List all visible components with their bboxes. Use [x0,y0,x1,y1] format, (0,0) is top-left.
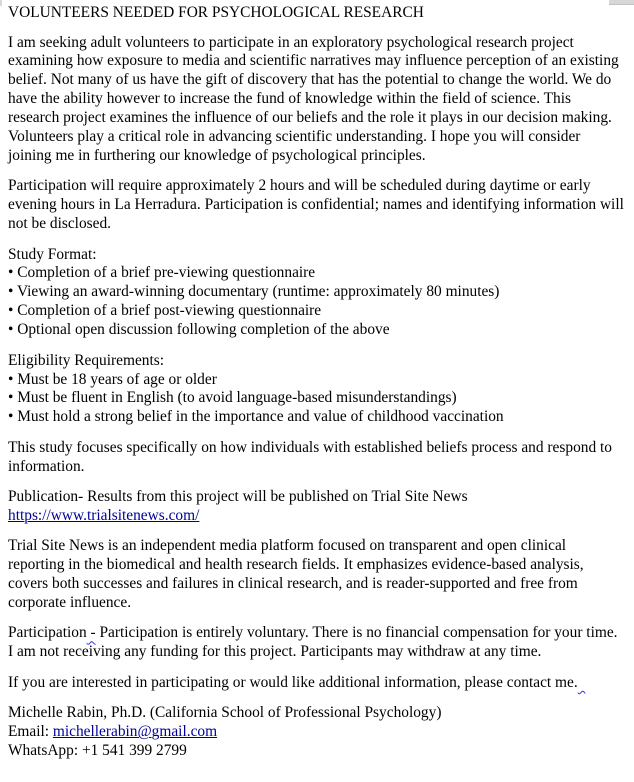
scrollbar-fragment[interactable] [609,0,634,5]
text-line [8,302,630,321]
text-segment: Volunteers play a critical role in advancing scientific understanding. I hope you will consider [8,128,581,146]
document-title: VOLUNTEERS NEEDED FOR PSYCHOLOGICAL RESEARCH [8,4,424,21]
email-link[interactable]: michellerabin@gmail.com [52,723,218,741]
text-segment: • Viewing an award-winning documentary (runtime: approximately 80 minutes) [8,283,500,301]
text-segment: I am seeking adult volunteers to participate in an exploratory psychological research project [8,33,574,51]
text-segment: Participation is entirely voluntary. There is no financial compensation for your time. [95,624,618,642]
text-line [8,594,630,613]
text-line [8,624,630,643]
text-segment: Trial Site News is an independent media platform focused on transparent and open clinical [8,537,567,555]
text-line [8,34,630,53]
text-line [8,215,630,234]
text-segment: Email: [8,723,53,741]
block-signature [8,704,630,761]
text-segment: Participation [8,624,87,642]
text-segment: This study focuses specifically on how individuals with established beliefs process and respond to [8,438,612,456]
block-intro [8,34,630,166]
text-line [8,389,630,408]
block-eligibility [8,352,630,428]
text-segment: Michelle Rabin, Ph.D. (California School of Professional Psychology) [8,704,442,722]
text-line [8,723,630,742]
text-line [8,246,630,265]
text-segment: • Must be fluent in English (to avoid language-based misunderstandings) [8,389,457,407]
grammar-squiggle-mark [578,674,586,691]
text-line [8,556,630,575]
text-segment: I am not receiving any funding for this project. Participants may withdraw at any time. [8,643,542,661]
text-line [8,109,630,128]
block-publication [8,488,630,526]
text-line [8,128,630,147]
text-line [8,408,630,427]
ui-corner-fragment [0,0,2,6]
block-trial-site-news [8,537,630,613]
document-body [8,34,630,761]
text-line [8,458,630,477]
text-segment: • Completion of a brief post-viewing questionnaire [8,302,322,320]
text-line [8,177,630,196]
text-segment: • Must be 18 years of age or older [8,370,217,388]
text-line [8,643,630,662]
text-line [8,264,630,283]
text-segment: have the ability however to increase the fund of knowledge within the field of science. This [8,90,572,108]
text-line [8,71,630,90]
text-line [8,439,630,458]
text-segment: reporting in the biomedical and health research fields. It emphasizes evidence-based analysis, [8,556,584,574]
text-segment: • Completion of a brief pre-viewing questionnaire [8,264,316,282]
text-line [8,575,630,594]
text-segment: If you are interested in participating or would like additional information, please contact me. [8,673,578,691]
text-line [8,507,630,526]
grammar-squiggle: - [86,624,96,642]
text-segment: • Optional open discussion following completion of the above [8,321,390,339]
text-line [8,321,630,340]
text-segment: research project examines the influence of our beliefs and the role it plays in our decision making. [8,109,612,127]
block-contact-invite [8,674,630,693]
block-voluntary [8,624,630,662]
text-segment: information. [8,457,85,475]
text-segment: Eligibility Requirements: [8,351,165,369]
trialsitenews-link[interactable]: https://www.trialsitenews.com/ [8,506,200,524]
text-segment: • Must hold a strong belief in the importance and value of childhood vaccination [8,408,504,426]
text-segment: joining me in furthering our knowledge of psychological principles. [8,146,426,164]
text-line [8,674,630,693]
text-line [8,147,630,166]
text-segment: Study Format: [8,245,97,263]
text-line [8,704,630,723]
text-segment: examining how exposure to media and scientific narratives may influence perception of an existing [8,52,619,70]
text-segment: not be disclosed. [8,215,112,233]
text-line [8,742,630,761]
text-segment: belief. Not many of us have the gift of discovery that has the potential to change the world. We do [8,71,612,89]
text-line [8,52,630,71]
block-study-format [8,246,630,341]
text-line [8,196,630,215]
text-segment: Publication- Results from this project will be published on Trial Site News [8,488,468,506]
text-line [8,90,630,109]
text-segment: corporate influence. [8,594,132,612]
text-segment: WhatsApp: +1 541 399 2799 [8,742,187,759]
text-line [8,283,630,302]
block-study-focus [8,439,630,477]
text-line [8,371,630,390]
text-line [8,537,630,556]
text-line [8,352,630,371]
text-segment: Participation will require approximately 2 hours and will be scheduled during daytime or early [8,177,591,195]
text-segment: covers both successes and failures in clinical research, and is reader-supported and free from [8,575,578,593]
text-line [8,488,630,507]
block-participation-details [8,177,630,234]
text-segment: evening hours in La Herradura. Participation is confidential; names and identifying information will [8,196,624,214]
